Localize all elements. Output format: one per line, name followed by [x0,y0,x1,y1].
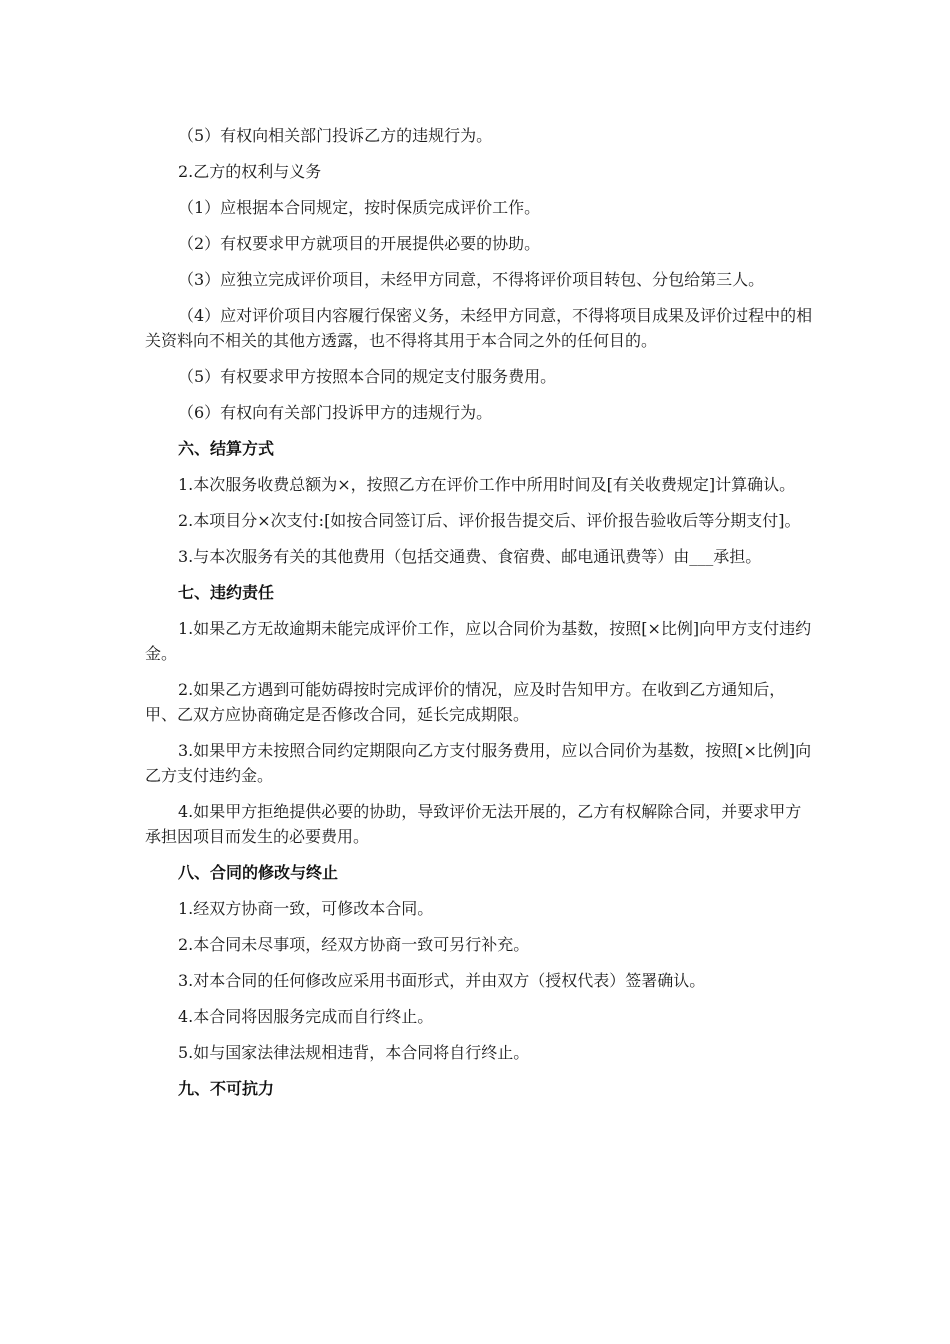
paragraph-party-b-2: （2）有权要求甲方就项目的开展提供必要的协助。 [178,234,541,253]
paragraph-party-b-1: （1）应根据本合同规定，按时保质完成评价工作。 [178,198,541,217]
section-heading-settlement: 六、结算方式 [178,439,275,458]
paragraph-party-b-5: （5）有权要求甲方按照本合同的规定支付服务费用。 [178,367,557,386]
paragraph-settlement-1: 1.本次服务收费总额为×，按照乙方在评价工作中所用时间及[有关收费规定]计算确认。 [178,475,796,494]
document-body [145,123,813,1112]
paragraph-modification-3: 3.对本合同的任何修改应采用书面形式，并由双方（授权代表）签署确认。 [178,971,706,990]
paragraph-liability-2: 2.如果乙方遇到可能妨碍按时完成评价的情况，应及时告知甲方。在收到乙方通知后，甲、乙双方应协商确定是否修改合同，延长完成期限。 [145,680,786,724]
paragraph-party-b-3: （3）应独立完成评价项目，未经甲方同意，不得将评价项目转包、分包给第三人。 [178,270,765,289]
paragraph-liability-4: 4.如果甲方拒绝提供必要的协助，导致评价无法开展的，乙方有权解除合同，并要求甲方承担因项目而发生的必要费用。 [145,802,802,846]
section-heading-force-majeure: 九、不可抗力 [178,1079,275,1098]
paragraph-party-b-6: （6）有权向有关部门投诉甲方的违规行为。 [178,403,493,422]
paragraph-party-b-heading: 2.乙方的权利与义务 [178,162,322,181]
paragraph-settlement-2: 2.本项目分×次支付:[如按合同签订后、评价报告提交后、评价报告验收后等分期支付]。 [178,511,801,530]
paragraph-modification-2: 2.本合同未尽事项，经双方协商一致可另行补充。 [178,935,530,954]
paragraph-modification-1: 1.经双方协商一致，可修改本合同。 [178,899,434,918]
section-heading-modification: 八、合同的修改与终止 [178,863,339,882]
paragraph-liability-1: 1.如果乙方无故逾期未能完成评价工作，应以合同价为基数，按照[×比例]向甲方支付违约金。 [145,619,812,663]
paragraph-liability-3: 3.如果甲方未按照合同约定期限向乙方支付服务费用，应以合同价为基数，按照[×比例]向乙方支付违约金。 [145,741,812,785]
paragraph-settlement-3: 3.与本次服务有关的其他费用（包括交通费、食宿费、邮电通讯费等）由___承担。 [178,547,762,566]
paragraph-party-b-4: （4）应对评价项目内容履行保密义务，未经甲方同意，不得将项目成果及评价过程中的相关资料向不相关的其他方透露，也不得将其用于本合同之外的任何目的。 [145,306,813,350]
paragraph-modification-5: 5.如与国家法律法规相违背，本合同将自行终止。 [178,1043,530,1062]
paragraph-modification-4: 4.本合同将因服务完成而自行终止。 [178,1007,434,1026]
section-heading-liability: 七、违约责任 [178,583,275,602]
paragraph-party-a-right-5: （5）有权向相关部门投诉乙方的违规行为。 [178,126,493,145]
